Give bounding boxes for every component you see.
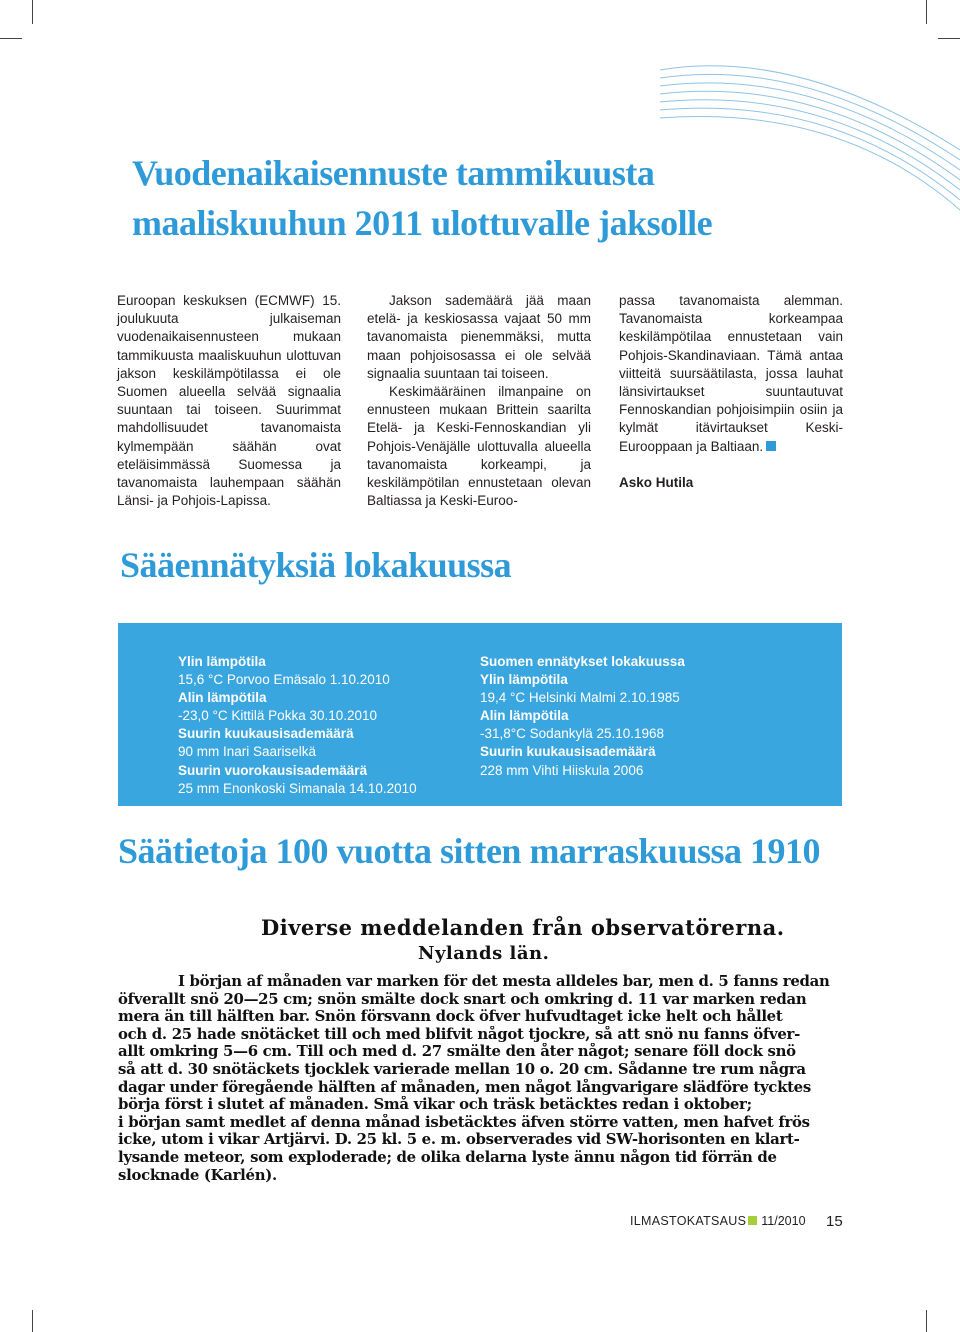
article-paragraph: Jakson sademäärä jää maan etelä- ja keskiosassa vajaat 50 mm tavanomaista pienemmäksi, mutta maan pohjoisosassa ei ole selvää signaalia suuntaan tai toiseen. [367,293,591,381]
clipping-line: icke, utom i vikar Artjärvi. D. 25 kl. 5 e. m. observerades vid SW-horisonten en klart- [118,1131,800,1149]
october-records-column [178,653,417,798]
article-column-2 [367,292,591,510]
crop-mark [32,1310,33,1332]
clipping-heading: Diverse meddelanden från observatörerna. [261,915,785,940]
history-title: Säätietoja 100 vuotta sitten marraskuussa 1910 [118,831,820,871]
clipping-line: börja först i slutet af månaden. Små vikar och träsk betäcktes redan i oktober; [118,1096,752,1114]
record-value: 15,6 °C Porvoo Emäsalo 1.10.2010 [178,672,390,688]
clipping-line: i början samt medlet af denna månad isbetäcktes äfven större vatten, men hafvet frös [118,1113,810,1131]
article-author: Asko Hutila [619,474,694,490]
clipping-line: öfverallt snö 20—25 cm; snön smälte dock snart och omkring d. 11 var marken redan [118,990,807,1008]
finland-records-column [480,653,685,780]
article-column-1 [117,292,341,510]
records-box [118,623,842,806]
records-title: Sääennätyksiä lokakuussa [120,545,512,585]
clipping-subheading: Nylands län. [418,943,550,964]
records-subheading: Suomen ennätykset lokakuussa [480,654,685,669]
record-value: 19,4 °C Helsinki Malmi 2.10.1985 [480,690,680,706]
article-paragraph: Euroopan keskuksen (ECMWF) 15. joulukuuta julkaiseman vuodenaikaisennusteen mukaan tammikuusta maaliskuuhun ulottuvan jakson keskilämpötilassa ei ole Suomen alueella selvää signaalia suuntaan tai toiseen. Suurimmat mahdollisuudet tavanomaista kylmempään säähän ovat eteläisimmässä Suomessa ja tavanomaista lauhempaan säähän Länsi- ja Pohjois-Lapissa. [117,293,341,509]
magazine-name: ILMASTOKATSAUS [630,1214,747,1228]
record-label: Suurin kuukausisademäärä [480,744,656,760]
record-label: Ylin lämpötila [178,654,266,669]
clipping-line: slocknade (Karlén). [118,1166,277,1184]
clipping-line: och d. 25 hade snötäcket till och med blifvit något tjockre, så att snö nu fanns öfver- [118,1025,800,1043]
record-label: Alin lämpötila [480,708,569,724]
record-label: Suurin vuorokausisademäärä [178,762,368,778]
record-label: Suurin kuukausisademäärä [178,726,354,742]
crop-mark [32,0,33,24]
issue-number: 11/2010 [761,1214,806,1228]
green-square-icon [748,1216,757,1225]
clipping-line: I början af månaden var marken för det mesta alldeles bar, men d. 5 fanns redan [178,973,830,990]
record-value: -31,8°C Sodankylä 25.10.1968 [480,726,665,742]
crop-mark [926,1310,927,1332]
article-paragraph-text: passa tavanomaista alemman. Tavanomaista korkeampaa keskilämpötilaa ennustetaan vain Pohjois-Skandinaviaan. Tämä antaa viitteitä suursäätilasta, jossa lauhat länsivirtaukset suuntautuvat Fennoskandian pohjoisimpiin osiin ja kylmät itävirtaukset Keski-Eurooppaan ja Baltiaan. [619,293,843,454]
record-label: Alin lämpötila [178,690,267,706]
crop-mark [0,38,22,39]
record-value: 25 mm Enonkoski Simanala 14.10.2010 [178,780,417,796]
record-value: 228 mm Vihti Hiiskula 2006 [480,762,644,778]
page-number: 15 [826,1213,843,1230]
clipping-body [118,973,840,1184]
record-value: 90 mm Inari Saariselkä [178,744,317,760]
record-value: -23,0 °C Kittilä Pokka 30.10.2010 [178,708,378,724]
page-footer [630,1214,850,1228]
article-column-3 [619,292,843,492]
clipping-line: dagar under föregående hälften af månaden, men något långvarigare slädföre tycktes [118,1078,811,1096]
article-title [132,148,832,248]
article-title-line2: maaliskuuhun 2011 ulottuvalle jaksolle [132,203,713,243]
clipping-line: mera än till hälften bar. Snön försvann dock öfver hufvudtaget icke helt och hållet [118,1008,783,1026]
clipping-line: allt omkring 5—6 cm. Till och med d. 27 smälte den åter något; senare föll dock snö [118,1043,796,1061]
newspaper-clipping [118,905,840,1184]
record-label: Ylin lämpötila [480,672,568,688]
article-paragraph [619,292,843,456]
article-title-line1: Vuodenaikaisennuste tammikuusta [132,153,655,193]
end-mark-icon [766,441,776,451]
article-paragraph: Keskimääräinen ilmanpaine on ennusteen mukaan Brittein saarilta Etelä- ja Keski-Fennoskandian yli Pohjois-Venäjälle ulottuvalla alueella tavanomaista korkeampi, ja keskilämpötilan ennustetaan olevan Baltiassa ja Keski-Euroo- [367,384,591,509]
clipping-line: så att d. 30 snötäckets tjocklek varierade mellan 10 o. 20 cm. Sådanne tre rum några [118,1060,806,1078]
clipping-line: lysande meteor, som exploderade; de olika delarna lyste ännu någon tid förrän de [118,1148,777,1166]
